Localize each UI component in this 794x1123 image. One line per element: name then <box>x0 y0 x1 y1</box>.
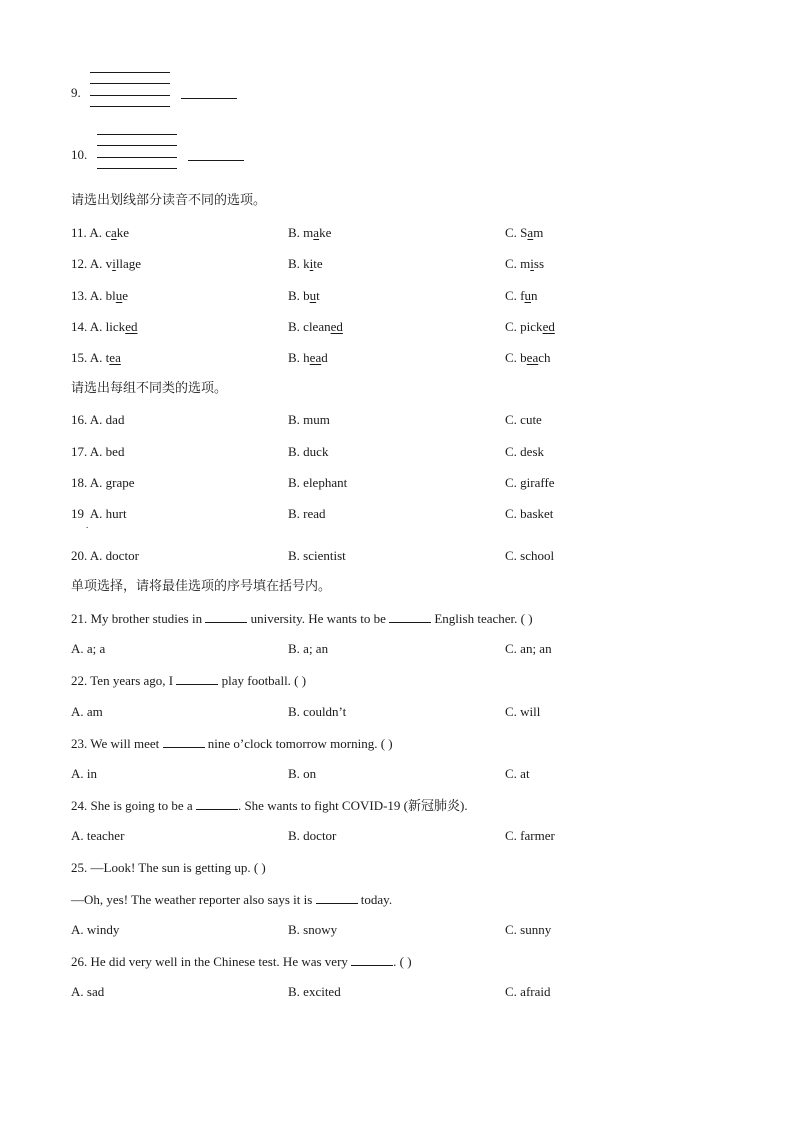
option-23-b[interactable]: B. on <box>288 766 317 781</box>
option-22-b[interactable]: B. couldn’t <box>288 704 347 719</box>
option-18-b[interactable]: B. elephant <box>288 475 348 490</box>
question-21: 21. My brother studies in university. He wants to be English teacher. ( ) <box>71 611 533 626</box>
option-11-b[interactable]: B. make <box>288 225 332 240</box>
option-19-b[interactable]: B. read <box>288 506 326 521</box>
option-12-b[interactable]: B. kite <box>288 256 323 271</box>
option-13-b[interactable]: B. but <box>288 288 320 303</box>
question-19: 19 A. hurt <box>71 506 127 521</box>
option-20-b[interactable]: B. scientist <box>288 548 346 563</box>
option-20-c[interactable]: C. school <box>505 548 555 563</box>
four-line-writing-grid-9[interactable] <box>90 72 170 108</box>
question-26: 26. He did very well in the Chinese test. He was very . ( ) <box>71 954 412 969</box>
question-25-line2: —Oh, yes! The weather reporter also says it is today. <box>71 892 393 907</box>
question-13: 13. A. blue <box>71 288 129 303</box>
option-15-c[interactable]: C. beach <box>505 350 551 365</box>
option-21-c[interactable]: C. an; an <box>505 641 552 656</box>
section-heading-single-choice: 单项选择，请将最佳选项的序号填在括号内。 <box>71 579 332 594</box>
option-16-b[interactable]: B. mum <box>288 412 330 427</box>
option-24-b[interactable]: B. doctor <box>288 828 337 843</box>
question-number-10: 10. <box>71 147 88 162</box>
option-16-c[interactable]: C. cute <box>505 412 542 427</box>
option-17-c[interactable]: C. desk <box>505 444 544 459</box>
question-14: 14. A. licked <box>71 319 138 334</box>
option-13-c[interactable]: C. fun <box>505 288 538 303</box>
option-19-c[interactable]: C. basket <box>505 506 554 521</box>
stray-dot: . <box>86 520 89 530</box>
question-23: 23. We will meet nine o’clock tomorrow morning. ( ) <box>71 736 393 751</box>
option-14-c[interactable]: C. picked <box>505 319 555 334</box>
option-26-a[interactable]: A. sad <box>71 984 105 999</box>
question-number-9: 9. <box>71 85 81 100</box>
option-25-c[interactable]: C. sunny <box>505 922 552 937</box>
question-15: 15. A. tea <box>71 350 121 365</box>
answer-blank-9[interactable] <box>181 85 237 103</box>
option-22-c[interactable]: C. will <box>505 704 541 719</box>
option-21-a[interactable]: A. a; a <box>71 641 106 656</box>
section-heading-pronunciation: 请选出划线部分读音不同的选项。 <box>71 193 267 208</box>
question-16: 16. A. dad <box>71 412 125 427</box>
question-12: 12. A. village <box>71 256 142 271</box>
option-21-b[interactable]: B. a; an <box>288 641 329 656</box>
option-26-b[interactable]: B. excited <box>288 984 341 999</box>
question-25: 25. —Look! The sun is getting up. ( ) <box>71 860 266 875</box>
option-23-c[interactable]: C. at <box>505 766 530 781</box>
option-17-b[interactable]: B. duck <box>288 444 329 459</box>
option-12-c[interactable]: C. miss <box>505 256 545 271</box>
option-15-b[interactable]: B. head <box>288 350 328 365</box>
option-14-b[interactable]: B. cleaned <box>288 319 343 334</box>
option-25-a[interactable]: A. windy <box>71 922 120 937</box>
option-24-c[interactable]: C. farmer <box>505 828 555 843</box>
four-line-writing-grid-10[interactable] <box>97 134 177 170</box>
answer-blank-10[interactable] <box>188 147 244 165</box>
section-heading-classification: 请选出每组不同类的选项。 <box>71 381 228 396</box>
question-22: 22. Ten years ago, I play football. ( ) <box>71 673 307 688</box>
option-26-c[interactable]: C. afraid <box>505 984 551 999</box>
question-18: 18. A. grape <box>71 475 135 490</box>
option-24-a[interactable]: A. teacher <box>71 828 125 843</box>
option-22-a[interactable]: A. am <box>71 704 103 719</box>
question-24: 24. She is going to be a . She wants to fight COVID-19 (新冠肺炎). <box>71 798 468 813</box>
option-23-a[interactable]: A. in <box>71 766 97 781</box>
question-11: 11. A. cake <box>71 225 130 240</box>
question-20: 20. A. doctor <box>71 548 139 563</box>
option-11-c[interactable]: C. Sam <box>505 225 544 240</box>
option-25-b[interactable]: B. snowy <box>288 922 338 937</box>
question-17: 17. A. bed <box>71 444 125 459</box>
option-18-c[interactable]: C. giraffe <box>505 475 555 490</box>
